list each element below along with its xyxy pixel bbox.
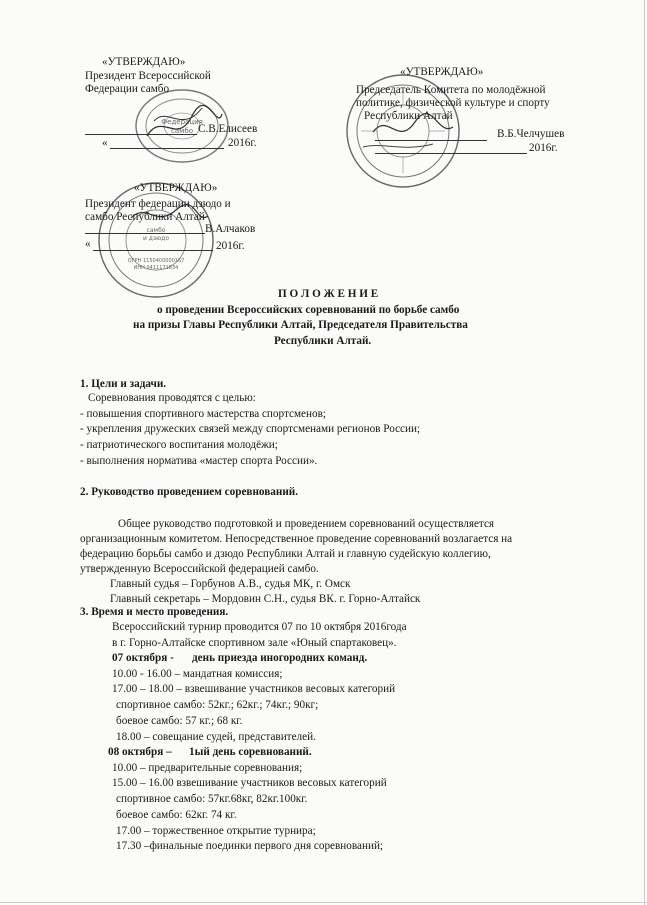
- approval-left-top-date-suffix: 2016г.: [228, 137, 257, 149]
- section2-para-line: утвержденную Всероссийской федерацией самбо.: [80, 563, 319, 575]
- svg-text:Федерация: Федерация: [161, 118, 203, 126]
- signature-line: [85, 233, 205, 234]
- day1-line: спортивное самбо: 52кг.; 62кг.; 74кг.; 90кг;: [116, 699, 319, 711]
- section2-judge: Главный судья – Горбунов А.В., судья МК, г. Омск: [110, 578, 351, 590]
- day2-line: боевое самбо: 62кг. 74 кг.: [116, 809, 237, 821]
- day2-line: 17.30 –финальные поединки первого дня соревнований;: [116, 840, 384, 852]
- approval-right-top-line1: Председатель Комитета по молодёжной: [356, 84, 546, 96]
- approval-right-top-title: «УТВЕРЖДАЮ»: [400, 66, 484, 78]
- day1-line: 18.00 – совещание судей, представителей.: [116, 731, 316, 743]
- approval-left-top-line2: Федерации самбо: [85, 83, 170, 95]
- section1-item: - укрепления дружеских связей между спортсменами регионов России;: [80, 423, 421, 435]
- section1-item: - выполнения норматива «мастер спорта России».: [80, 455, 318, 467]
- svg-text:и дзюдо: и дзюдо: [142, 235, 170, 242]
- section1-intro: Соревнования проводятся с целью:: [88, 392, 256, 404]
- day1-line: боевое самбо: 57 кг.; 68 кг.: [116, 715, 243, 727]
- section3-line2: в г. Горно-Алтайске спортивном зале «Юный спартаковец».: [112, 637, 397, 649]
- approval-left-top-title: «УТВЕРЖДАЮ»: [102, 56, 186, 68]
- page-edge: [0, 902, 647, 903]
- approval-left-bottom-line2: самбо Республики Алтай: [85, 211, 205, 223]
- approval-left-bottom-date-suffix: 2016г.: [216, 240, 245, 252]
- section2-para-line: федерацию борьбы самбо и дзюдо Республики Алтай и главную судейскую коллегию,: [80, 548, 491, 560]
- svg-text:самбо: самбо: [146, 227, 166, 234]
- svg-text:ОГРН 1150400000167: ОГРН 1150400000167: [127, 258, 185, 264]
- approval-right-top-date-suffix: 2016г.: [529, 142, 558, 154]
- heading-line1: о проведении Всероссийских соревнований по борьбе самбо: [157, 304, 460, 316]
- approval-left-bottom-title: «УТВЕРЖДАЮ»: [134, 182, 218, 194]
- day1-label: день приезда иногородних команд.: [192, 652, 368, 664]
- svg-text:самбо: самбо: [170, 127, 194, 135]
- approval-left-top-line1: Президент Всероссийской: [85, 70, 211, 82]
- section1-title: 1. Цели и задачи.: [80, 378, 167, 390]
- section1-item: - патриотического воспитания молодёжи;: [80, 439, 278, 451]
- day1-date: 07 октября -: [112, 652, 174, 664]
- section2-secretary: Главный секретарь – Мордовин С.Н., судья ВК. г. Горно-Алтайск: [110, 593, 421, 605]
- day1-line: 17.00 – 18.00 – взвешивание участников весовых категорий: [112, 683, 396, 695]
- approval-left-top-name: С.В.Елисеев: [198, 123, 258, 135]
- date-line: [93, 250, 213, 251]
- approval-left-top-date-prefix: «: [102, 137, 108, 149]
- approval-left-bottom-name: В.Алчаков: [205, 223, 256, 235]
- approval-right-top-line3: Республики Алтай: [364, 110, 453, 122]
- day2-line: 10.00 – предварительные соревнования;: [112, 762, 303, 774]
- day2-line: 17.00 – торжественное открытие турнира;: [116, 825, 316, 837]
- signature-line: [375, 140, 487, 141]
- date-line: [375, 153, 527, 154]
- section3-line1: Всероссийский турнир проводится 07 по 10 октября 2016года: [112, 621, 407, 633]
- heading-line2: на призы Главы Республики Алтай, Председателя Правительства: [133, 319, 468, 331]
- svg-text:ИНН 0411171834: ИНН 0411171834: [133, 265, 179, 271]
- approval-left-bottom-date-prefix: «: [85, 238, 91, 250]
- section2-title: 2. Руководство проведением соревнований.: [80, 486, 299, 498]
- day2-label: 1ый день соревнований.: [189, 746, 312, 758]
- heading-line3: Республики Алтай.: [274, 335, 372, 347]
- section3-title: 3. Время и место проведения.: [80, 606, 229, 618]
- approval-right-top-line2: политике, физической культуре и спорту: [356, 97, 550, 109]
- page-edge: [644, 0, 645, 905]
- approval-left-bottom-line1: Президент федерации дзюдо и: [85, 198, 231, 210]
- date-line: [110, 148, 224, 149]
- day2-date: 08 октября –: [108, 746, 172, 758]
- section1-item: - повышения спортивного мастерства спортсменов;: [80, 408, 326, 420]
- section2-para-line: Общее руководство подготовкой и проведением соревнований осуществляется: [118, 518, 495, 530]
- day2-line: 15.00 – 16.00 взвешивание участников весовых категорий: [112, 777, 387, 789]
- document-title: П О Л О Ж Е Н И Е: [278, 288, 379, 300]
- signature-line: [85, 134, 197, 135]
- day1-line: 10.00 - 16.00 – мандатная комиссия;: [112, 668, 283, 680]
- day2-line: спортивное самбо: 57кг.68кг, 82кг.100кг.: [116, 793, 308, 805]
- section2-para-line: организационным комитетом. Непосредственное проведение соревнований возлагается на: [80, 533, 513, 545]
- approval-right-top-name: В.Б.Челчушев: [497, 128, 565, 140]
